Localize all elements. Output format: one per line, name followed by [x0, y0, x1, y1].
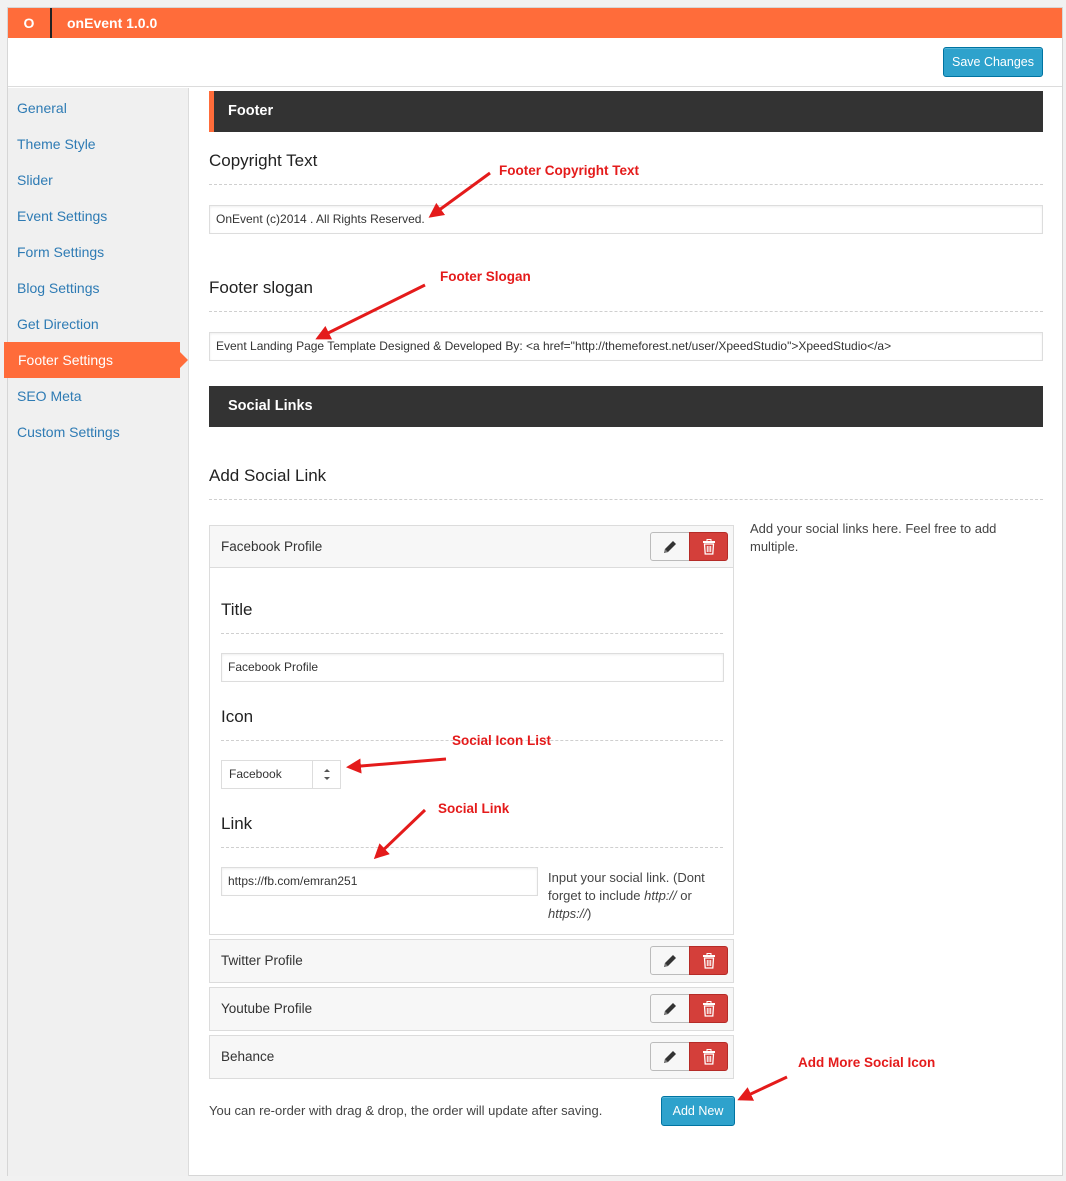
sidebar-item-custom-settings[interactable]: Custom Settings [17, 424, 120, 440]
annotation-link: Social Link [438, 801, 510, 816]
divider [221, 847, 723, 848]
sidebar-item-slider[interactable]: Slider [17, 172, 53, 188]
annotation-copyright: Footer Copyright Text [499, 163, 639, 178]
icon-heading: Icon [221, 707, 254, 726]
edit-button[interactable] [650, 532, 690, 561]
pencil-icon [662, 1001, 678, 1017]
pencil-icon [662, 539, 678, 555]
copyright-heading: Copyright Text [209, 151, 318, 170]
divider [221, 633, 723, 634]
sidebar-item-get-direction[interactable]: Get Direction [17, 316, 99, 332]
footer-slogan-heading: Footer slogan [209, 278, 313, 297]
sidebar-item-general[interactable]: General [17, 100, 67, 116]
social-links-section-header: Social Links [209, 386, 1043, 427]
save-changes-button[interactable]: Save Changes [943, 47, 1043, 77]
sidebar-item-seo-meta[interactable]: SEO Meta [17, 388, 82, 404]
social-link-input[interactable]: https://fb.com/emran251 [221, 867, 538, 896]
app-title: onEvent 1.0.0 [67, 15, 158, 31]
edit-button[interactable] [650, 1042, 690, 1071]
link-help-https: https:// [548, 906, 588, 921]
sidebar-item-theme-style[interactable]: Theme Style [17, 136, 96, 152]
link-help-end: ) [587, 906, 592, 921]
select-updown-icon [312, 761, 340, 788]
trash-icon [702, 1001, 716, 1017]
social-links-help-text: Add your social links here. Feel free to add multiple. [750, 521, 997, 554]
divider [209, 311, 1043, 312]
edit-button[interactable] [650, 946, 690, 975]
copyright-text-input[interactable]: OnEvent (c)2014 . All Rights Reserved. [209, 205, 1043, 234]
sidebar-item-event-settings[interactable]: Event Settings [17, 208, 108, 224]
link-heading: Link [221, 814, 253, 833]
social-icon-select[interactable] [221, 760, 341, 789]
pencil-icon [662, 1049, 678, 1065]
trash-icon [702, 539, 716, 555]
delete-button[interactable] [689, 1042, 728, 1071]
sidebar-item-form-settings[interactable]: Form Settings [17, 244, 105, 260]
social-item-title: Behance [221, 1049, 275, 1064]
link-help-http: http:// [644, 888, 677, 903]
delete-button[interactable] [689, 532, 728, 561]
social-item-title: Youtube Profile [221, 1001, 313, 1016]
app-logo: O [8, 8, 52, 38]
top-bar [8, 8, 1062, 38]
annotation-slogan: Footer Slogan [440, 269, 531, 284]
social-link-item-twitter[interactable] [209, 939, 734, 983]
delete-button[interactable] [689, 946, 728, 975]
trash-icon [702, 1049, 716, 1065]
edit-button[interactable] [650, 994, 690, 1023]
divider [209, 499, 1043, 500]
social-item-title: Twitter Profile [221, 953, 303, 968]
sidebar-item-footer-settings[interactable]: Footer Settings [4, 342, 180, 378]
social-icon-select-value: Facebook [229, 767, 282, 781]
header-toolbar [8, 38, 1062, 87]
delete-button[interactable] [689, 994, 728, 1023]
social-link-help-text [548, 869, 728, 923]
footer-section-header: Footer [209, 91, 1043, 132]
social-item-title: Facebook Profile [221, 539, 323, 554]
social-title-input[interactable]: Facebook Profile [221, 653, 724, 682]
add-social-link-heading: Add Social Link [209, 466, 327, 485]
annotation-add-more: Add More Social Icon [798, 1055, 936, 1070]
add-new-button[interactable]: Add New [661, 1096, 735, 1126]
reorder-note: You can re-order with drag & drop, the order will update after saving. [209, 1103, 603, 1118]
link-help-or: or [676, 888, 692, 903]
social-link-item-facebook[interactable] [209, 525, 734, 935]
annotation-icon-list: Social Icon List [452, 733, 552, 748]
link-help-text: Input your social link. (Dont forget to include [548, 870, 705, 903]
options-panel [7, 7, 1063, 1176]
title-heading: Title [221, 600, 253, 619]
trash-icon [702, 953, 716, 969]
sidebar-item-blog-settings[interactable]: Blog Settings [17, 280, 100, 296]
social-link-item-behance[interactable] [209, 1035, 734, 1079]
social-link-item-youtube[interactable] [209, 987, 734, 1031]
footer-slogan-input[interactable]: Event Landing Page Template Designed & Developed By: <a href="http://themeforest.net/user/XpeedStudio">XpeedStudio</a> [209, 332, 1043, 361]
divider [209, 184, 1043, 185]
social-item-header[interactable] [210, 526, 733, 568]
pencil-icon [662, 953, 678, 969]
sidebar [8, 88, 189, 1176]
